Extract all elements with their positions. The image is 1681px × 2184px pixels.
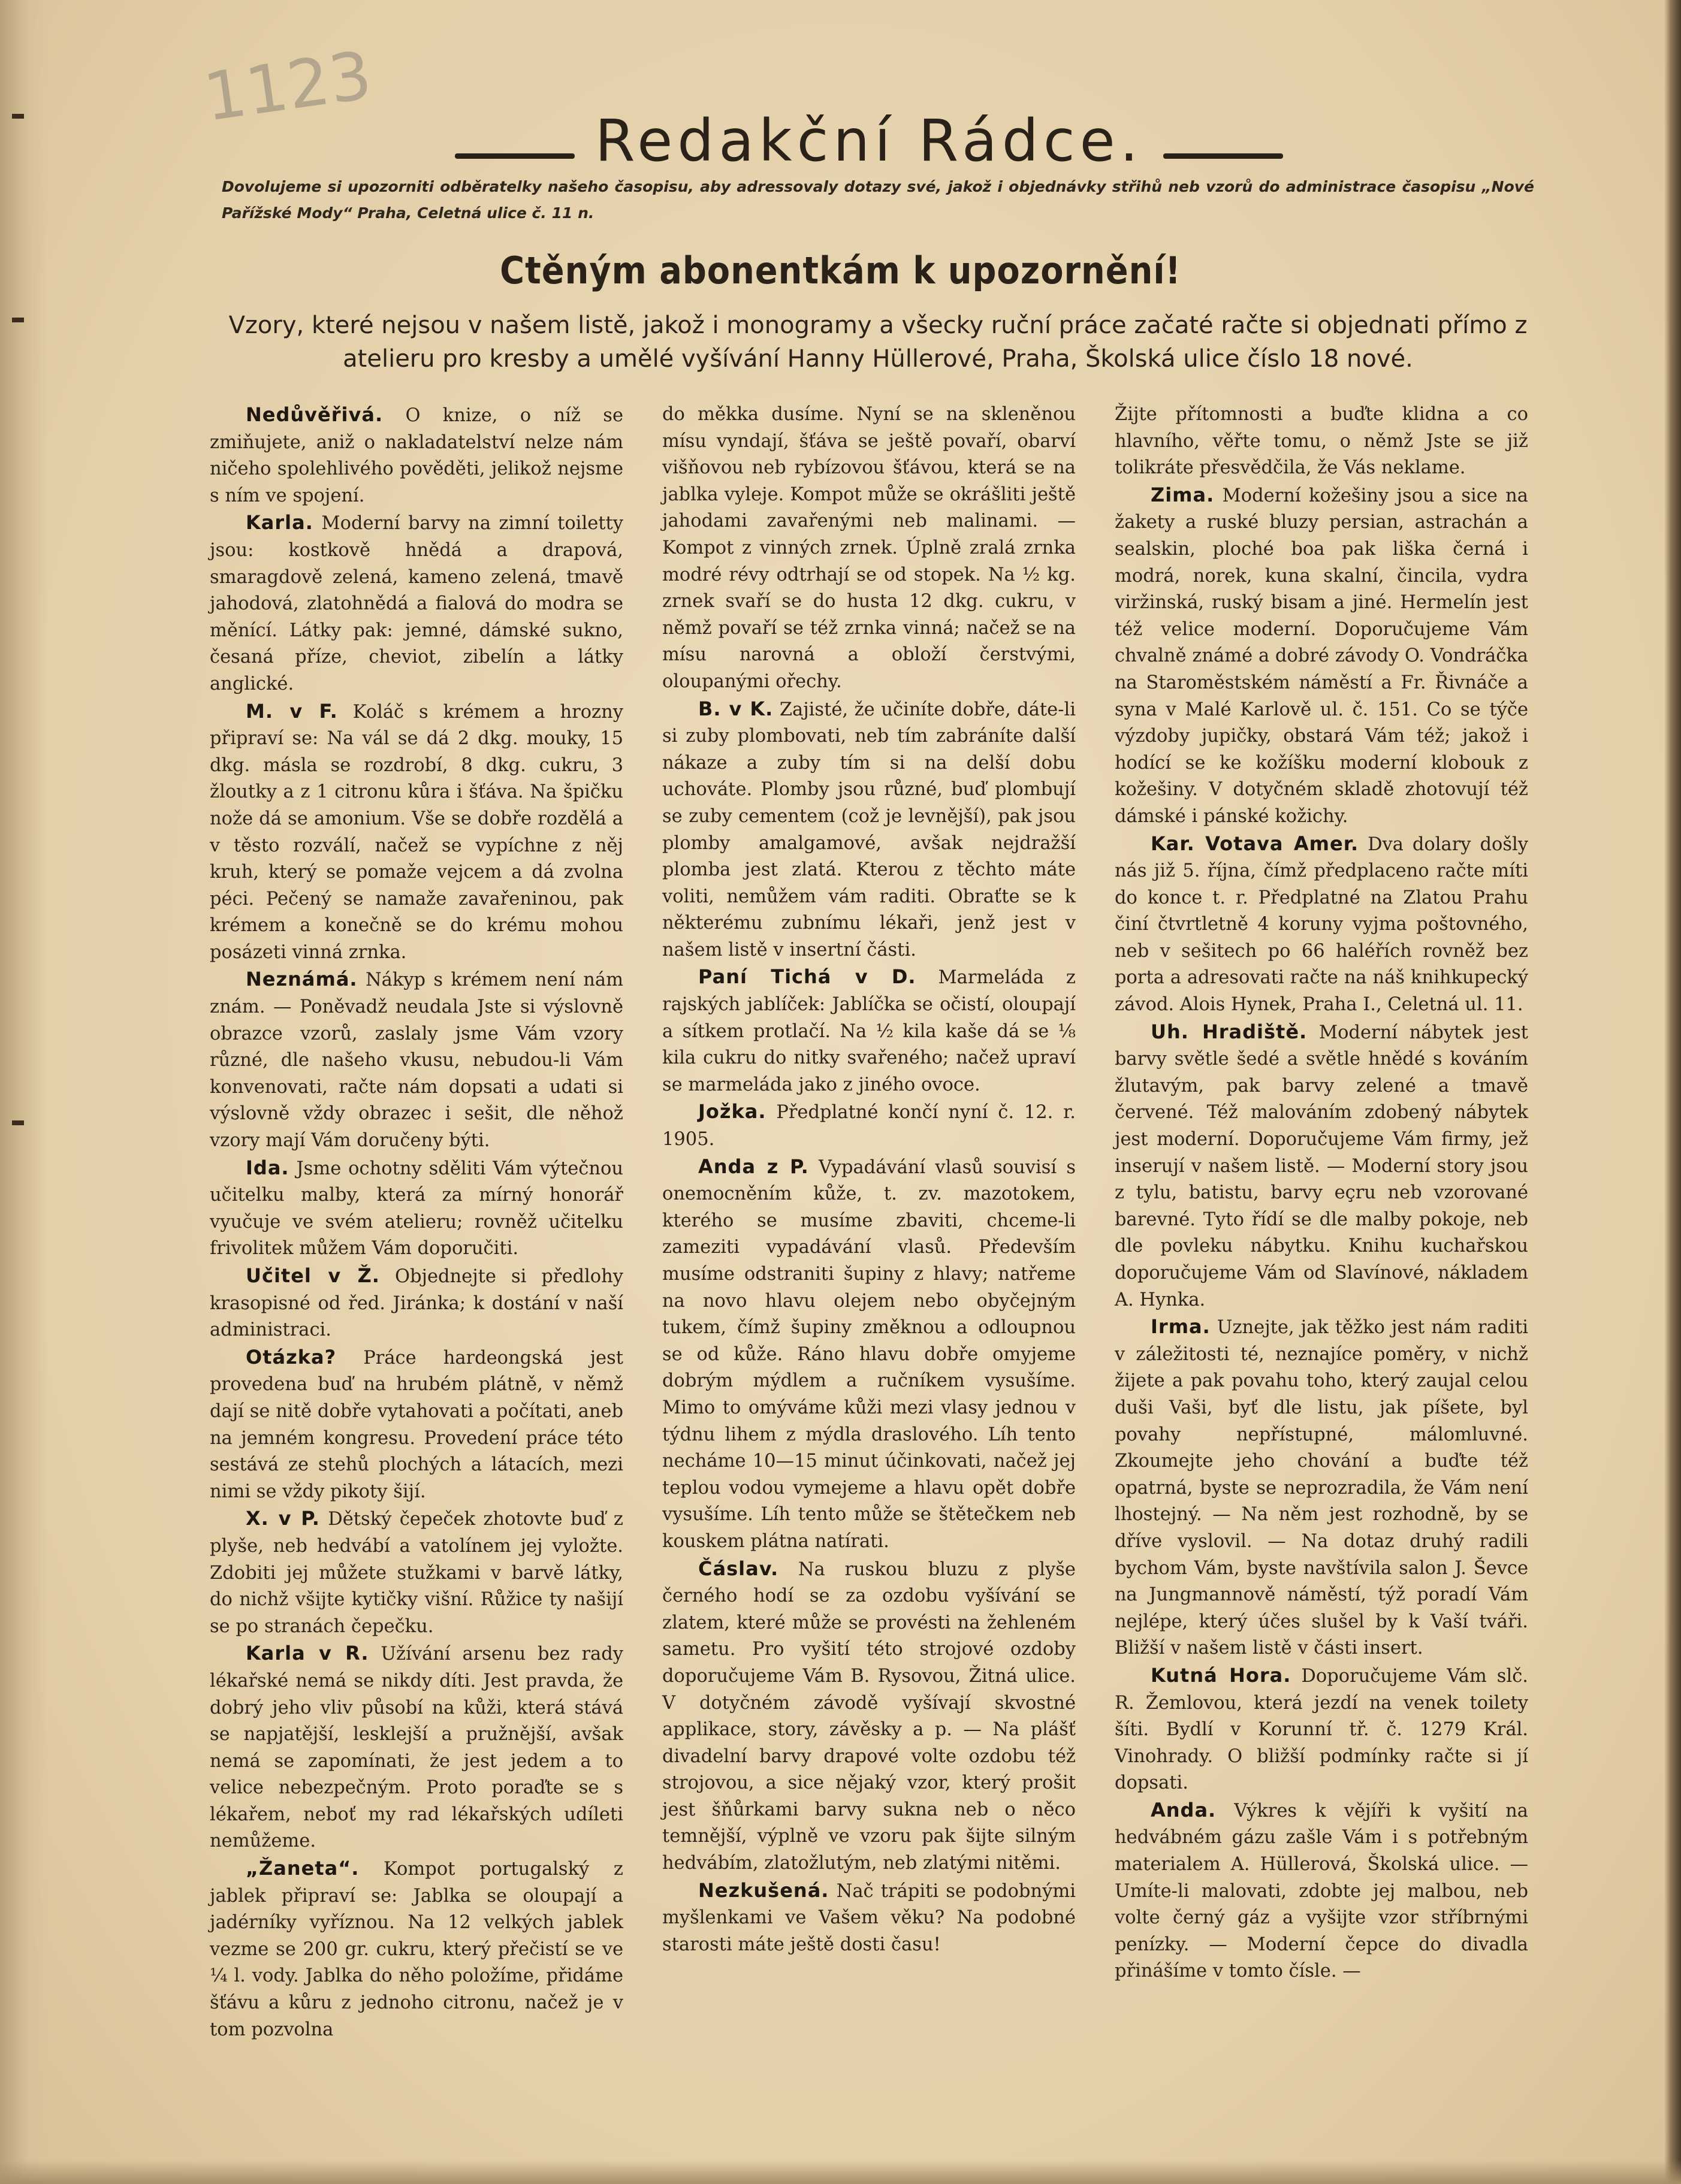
- title-rule-left: [455, 153, 575, 159]
- answer-entry: [662, 696, 1076, 964]
- answer-entry: [1115, 830, 1528, 1019]
- answer-addressee: Karla.: [246, 511, 313, 534]
- answer-text: Nač trápiti se podobnými myšlenkami ve Vašem věku? Na podobné starosti máte ještě dosti času!: [662, 1880, 1076, 1955]
- answer-addressee: Zima.: [1151, 483, 1215, 506]
- answer-addressee: Paní Tichá v D.: [698, 965, 916, 989]
- answer-entry: [210, 401, 623, 509]
- answer-entry: [210, 1155, 623, 1262]
- answer-addressee: Irma.: [1151, 1315, 1211, 1339]
- answer-entry: [210, 966, 623, 1154]
- answer-entry: [1115, 1313, 1528, 1662]
- answer-text: Vypadávání vlasů souvisí s onemocněním kůže, t. zv. mazotokem, kterého se musíme zbaviti, chceme-li zameziti vypadávání vlasů. Především musíme odstraniti šupiny z hlavy; natřeme na novo hlavu olejem nebo obyčejným tukem, čímž šupiny změknou a odloupnou se od kůže. Ráno hlavu dobře omyjeme dobrým mýdlem a ručníkem vysušíme. Mimo to omýváme kůži mezi vlasy jednou v týdnu lihem z mýdla draslového. Líh tento necháme 10—15 minut účinkovati, načež jej teplou vodou vymejeme a hlavu opět dobře vysušíme. Líh tento může se štětečkem neb kouskem plátna natírati.: [662, 1156, 1076, 1552]
- answers-columns: [210, 401, 1528, 2127]
- answer-entry: [662, 1555, 1076, 1877]
- answer-text: Doporučujeme Vám slč. R. Žemlovou, která jezdí na venek toilety šíti. Bydlí v Korunní tř. č. 1279 Král. Vinohrady. O bližší podmínky račte si jí dopsati.: [1115, 1665, 1528, 1794]
- answer-entry: [1115, 482, 1528, 830]
- answer-text: Kompot portugalský z jablek připraví se: Jablka se oloupají a jadérníky vyříznou. Na 12 velkých jablek vezme se 200 gr. cukru, který přečistí se ve ¼ l. vody. Jablka do něho položíme, přidáme šťávu a kůru z jednoho citronu, načež je v tom pozvolna: [210, 1859, 623, 2040]
- answer-text: Moderní barvy na zimní toiletty jsou: kostkově hnědá a drapová, smaragdově zelená, kameno zelená, tmavě jahodová, zlatohnědá a fialová do modra se měnící. Látky pak: jemné, dámské sukno, česaná příze, cheviot, zibelín a látky anglické.: [210, 513, 623, 694]
- answer-entry: [210, 698, 623, 966]
- answer-addressee: Nedůvěřivá.: [246, 403, 384, 426]
- answer-text: Dva dolary došly nás již 5. října, čímž předplaceno račte míti do konce t. r. Předplatné na Zlatou Prahu činí čtvrtletně 4 koruny vyjma poštovného, neb v sešitech po 66 haléřích rovněž bez porta a adresovati račte na náš knihkupecký závod. Alois Hynek, Praha I., Celetná ul. 11.: [1115, 833, 1529, 1016]
- intro-paragraph: Vzory, které nejsou v našem listě, jakož i monogramy a všecky ruční práce začaté račte si objednati přímo z atelieru pro kresby a umělé vyšívání Hanny Hüllerové, Praha, Školská ulice číslo 18 nové.: [228, 312, 1528, 373]
- answer-entry: [210, 1262, 623, 1344]
- answer-text: Žijte přítomnosti a buďte klidna a co hlavního, věřte tomu, o němž Jste se již tolikráte přesvědčila, že Vás neklame.: [1115, 404, 1528, 479]
- answer-addressee: Otázka?: [246, 1345, 337, 1369]
- page-right-edge: [1664, 0, 1681, 2184]
- answer-entry: [210, 1640, 623, 1855]
- answer-text: Nákyp s krémem není nám znám. — Poněvadž neudala Jste si výslovně obrazce vzorů, zaslaly jsme Vám vzory různé, dle našeho vkusu, nebudou-li Vám konvenovati, račte nám dopsati a udati si výslovně vždy obrazec i sešit, dle něhož vzory mají Vám doručeny býti.: [210, 969, 623, 1152]
- answer-entry: [662, 1153, 1076, 1555]
- answer-text: Marmeláda z rajských jablíček: Jablíčka se očistí, oloupají a sítkem protlačí. Na ½ kila kaše dá se ⅛ kila cukru do nitky svařeného; načež upraví se marmeláda jako z jiného ovoce.: [662, 967, 1076, 1095]
- answer-entry: [210, 1505, 623, 1640]
- answer-entry: [662, 1098, 1076, 1153]
- answer-addressee: Karla v R.: [246, 1642, 369, 1665]
- answer-addressee: Kar. Votava Amer.: [1151, 832, 1359, 855]
- answer-text: Objednejte si předlohy krasopisné od řed. Jiránka; k dostání v naší administraci.: [210, 1266, 624, 1341]
- answer-addressee: Anda z P.: [698, 1155, 809, 1178]
- answer-text: O knize, o níž se zmiňujete, aniž o nakladatelství nelze nám ničeho spolehlivého pověděti, jelikož nejsme s ním ve spojení.: [210, 405, 623, 506]
- answer-text: Jsme ochotny sděliti Vám výtečnou učitelku malby, která za mírný honorář vyučuje ve svém atelieru; rovněž učitelku frivolitek můžem Vám doporučiti.: [210, 1158, 623, 1259]
- answer-text: Zajisté, že učiníte dobře, dáte-li si zuby plombovati, neb tím zabráníte další nákaze a zuby tím si na delší dobu uchováte. Plomby jsou různé, buď plombují se zuby cementem (což je levnější), pak jsou plomby amalgamové, avšak nejdražší plomba jest zlatá. Kterou z těchto máte voliti, nemůžem vám raditi. Obraťte se k některému zubnímu lékaři, jenž jest v našem listě v insertní části.: [662, 699, 1076, 960]
- column-3: [1115, 401, 1528, 2127]
- answer-entry: [662, 401, 1076, 696]
- answer-addressee: M. v F.: [246, 699, 338, 723]
- answer-text: Předplatné končí nyní č. 12. r. 1905.: [662, 1102, 1076, 1150]
- margin-tick: [12, 114, 24, 119]
- answer-text: Moderní nábytek jest barvy světle šedé a světle hnědé s kováním žlutavým, pak barvy zelené a tmavě červené. Též malováním zdobený nábytek jest moderní. Doporučujeme Vám firmy, jež inserují v našem listě. — Moderní story jsou z tylu, batistu, barvy eçru neb vzorované barevné. Tyto řídí se dle malby pokoje, neb dle povleku nábytku. Knihu kuchařskou doporučujeme Vám od Slavínové, nákladem A. Hynka.: [1115, 1022, 1528, 1310]
- answer-entry: [1115, 401, 1528, 482]
- answer-entry: [210, 1855, 623, 2043]
- column-1: [210, 401, 623, 2127]
- answer-addressee: „Žaneta“.: [246, 1857, 360, 1880]
- answer-text: Moderní kožešiny jsou a sice na žakety a ruské bluzy persian, astrachán a sealskin, ploché boa pak liška černá i modrá, norek, kuna skalní, čincila, vydra viržinská, ruský bisam a jiné. Hermelín jest též velice moderní. Doporučujeme Vám chvalně známé a dobré závody O. Vondráčka na Staroměstském náměstí a Fr. Řivnáče a syna v Malé Karlově ul. č. 151. Co se týče výzdoby jupičky, obstará Vám též; jakož i hodící se ke kožíšku moderní klobouk z kožešiny. V dotyčném skladě zhotovují též dámské i pánské kožichy.: [1115, 485, 1528, 827]
- answer-addressee: Uh. Hradiště.: [1151, 1020, 1308, 1043]
- answer-text: Na ruskou bluzu z plyše černého hodí se za ozdobu vyšívání se zlatem, které může se provésti na žehleném sametu. Pro vyšití této strojové ozdoby doporučujeme Vám B. Rysovou, Žitná ulice. V dotyčném závodě vyšívají skvostné applikace, story, závěsky a p. — Na plášť divadelní barvy drapové volte ozdobu též strojovou, a sice nějaký vzor, který prošit jest šňůrkami barvy sukna neb o něco temnější, výplně ve vzoru pak šijte silným hedvábím, zlatožlutým, neb zlatými nitěmi.: [662, 1558, 1076, 1874]
- answer-text: Užívání arsenu bez rady lékařské nemá se nikdy díti. Jest pravda, že dobrý jeho vliv působí na kůži, která stává se napjatější, lesklejší a pružnější, avšak nemá se zapomínati, že jest jedem a to velice nebezpečným. Proto poraďte se s lékařem, neboť my rad lékařských udíleti nemůžeme.: [210, 1644, 623, 1852]
- answer-entry: [662, 963, 1076, 1098]
- answer-text: Práce hardeongská jest provedena buď na hrubém plátně, v němž dají se nitě dobře vytahovati a počítati, aneb na jemném kongresu. Provedení práce této sestává ze stehů plochých a látacích, mezi nimi se vždy pikoty šijí.: [210, 1347, 623, 1502]
- answer-addressee: Neznámá.: [246, 968, 358, 991]
- answer-text: do měkka dusíme. Nyní se na skleněnou mísu vyndají, šťáva se ještě povaří, obarví višňovou neb rybízovou šťávou, která se na jablka vyleje. Kompot může se okrášliti ještě jahodami zavařenými neb malinami. — Kompot z vinných zrnek. Úplně zralá zrnka modré révy odtrhají se od stopek. Na ½ kg. zrnek svaří se do husta 12 dkg. cukru, v němž povaří se též zrnka vinná; načež se na mísu narovná a obloží čerstvými, oloupanými ořechy.: [662, 404, 1076, 692]
- answer-addressee: B. v K.: [698, 697, 774, 720]
- margin-tick: [12, 318, 24, 322]
- page-left-edge: [0, 0, 48, 2184]
- answer-entry: [210, 509, 623, 697]
- answer-addressee: Učitel v Ž.: [246, 1264, 380, 1287]
- column-2: [662, 401, 1076, 2127]
- page-bottom-edge: [0, 2160, 1681, 2184]
- answer-addressee: Ida.: [246, 1156, 289, 1179]
- answer-entry: [1115, 1019, 1528, 1314]
- answer-text: Uznejte, jak těžko jest nám raditi v záležitosti té, neznajíce poměry, v nichž žijete a pak povahu toho, který zaujal celou duši Vaši, byť dle listu, jak píšete, byl povahy nepřístupné, málomluvné. Zkoumejte jeho chování a buďte též opatrná, byste se neprozradila, že Vám není lhostejný. — Na něm jest rozhodně, by se dříve vyslovil. — Na dotaz druhý radili bychom Vám, byste navštívila salon J. Ševce na Jungmannově náměstí, týž poradí Vám nejlépe, který účes slušel by k Vaší tváři. Bližší v našem listě v části insert.: [1115, 1317, 1528, 1659]
- answer-addressee: Kutná Hora.: [1151, 1663, 1291, 1687]
- answer-addressee: X. v P.: [246, 1507, 320, 1530]
- answer-text: Koláč s krémem a hrozny připraví se: Na vál se dá 2 dkg. mouky, 15 dkg. másla se rozdrobí, 8 dkg. cukru, 3 žloutky a z 1 citronu kůra i šťáva. Na špičku nože dá se amonium. Vše se dobře rozdělá a v těsto rozválí, načež se vypíchne z něj kruh, který se pomaže vejcem a dá zvolna péci. Pečený se namaže zavařeninou, pak krémem a konečně se do krému mohou posázeti vinná zrnka.: [210, 701, 624, 963]
- answer-addressee: Čáslav.: [698, 1557, 779, 1580]
- masthead: [443, 102, 1294, 180]
- title-rule-right: [1163, 153, 1283, 159]
- answer-entry: [210, 1344, 623, 1506]
- answer-addressee: Nezkušená.: [698, 1878, 829, 1902]
- answer-entry: [662, 1877, 1076, 1959]
- page-title: Redakční Rádce.: [594, 107, 1143, 174]
- answer-addressee: Jožka.: [698, 1100, 766, 1123]
- answer-text: Výkres k vějíři k vyšití na hedvábném gázu zašle Vám i s potřebným materialem A. Hüllerová, Školská ulice. — Umíte-li malovati, zdobte jej malbou, neb volte černý gáz a vyšijte vzor stříbrnými penízky. — Moderní čepce do divadla přinášíme v tomto čísle. —: [1115, 1800, 1528, 1982]
- margin-pencil-mark: 1123: [199, 37, 376, 136]
- subheading: Ctěným abonentkám k upozornění!: [500, 249, 1181, 292]
- answer-addressee: Anda.: [1151, 1798, 1217, 1821]
- answer-entry: [1115, 1662, 1528, 1797]
- editorial-notice: Dovolujeme si upozorniti odběratelky našeho časopisu, aby adressovaly dotazy své, jakož i objednávky střihů neb vzorů do administrace časopisu „Nové Pařížské Mody“ Praha, Celetná ulice č. 11 n.: [222, 178, 1534, 222]
- answer-entry: [1115, 1797, 1528, 1985]
- answer-text: Dětský čepeček zhotovte buď z plyše, neb hedvábí a vatolínem jej vyložte. Zdobiti jej můžete stužkami v barvě látky, do nichž všijte kytičky višní. Růžice ty našijí se po stranách čepečku.: [210, 1509, 623, 1637]
- margin-tick: [12, 1120, 24, 1125]
